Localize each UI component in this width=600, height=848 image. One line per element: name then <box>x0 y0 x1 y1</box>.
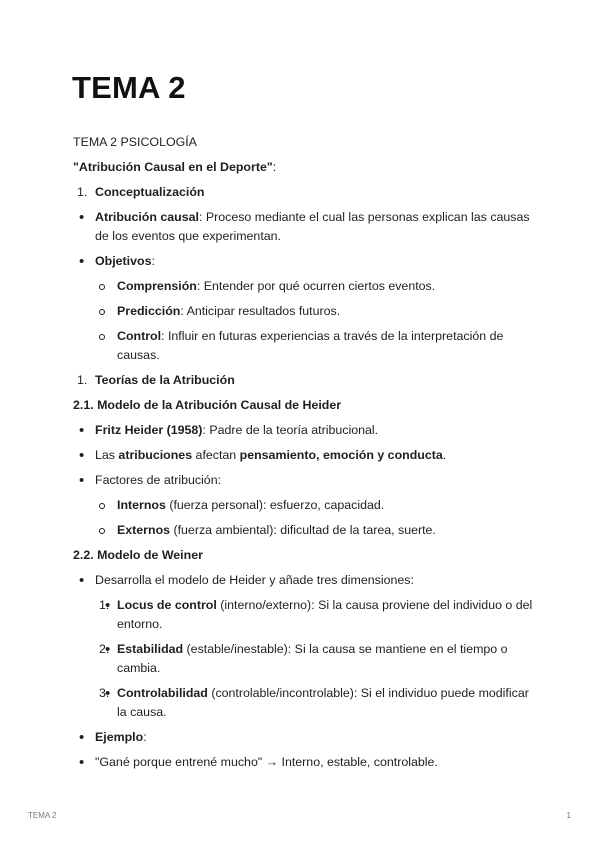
text-atrib-post: . <box>442 448 447 462</box>
list-item-heider <box>73 421 533 440</box>
term-heider: Fritz Heider (1958) <box>95 423 203 437</box>
document-body <box>73 133 533 778</box>
term-prediccion: Predicción <box>117 304 181 318</box>
term-ejemplo: Ejemplo <box>95 730 144 744</box>
weiner-dimensions-list <box>95 596 533 722</box>
objetivos-sublist <box>95 277 533 365</box>
page-number: 1 <box>566 811 571 820</box>
list-item-internos <box>95 496 533 515</box>
topic-text: "Atribución Causal en el Deporte" <box>73 160 273 174</box>
text-example: "Gané porque entrené mucho" → Interno, estable, controlable. <box>95 755 438 769</box>
list-item-atribuciones <box>73 446 533 465</box>
text-externos: (fuerza ambiental): dificultad de la tarea, suerte. <box>170 523 436 537</box>
text-atrib-pre: Las <box>95 448 119 462</box>
term-pensamiento: pensamiento, emoción y conducta <box>239 448 443 462</box>
term-separator: : <box>180 304 184 318</box>
list-item-example-line <box>73 753 533 772</box>
term-separator: : <box>143 730 147 744</box>
footer-title: TEMA 2 <box>28 811 57 820</box>
text-control: Influir en futuras experiencias a través de la interpretación de causas. <box>117 329 504 362</box>
term-separator: : <box>196 279 201 293</box>
text-prediccion: Anticipar resultados futuros. <box>183 304 341 318</box>
list-item-ejemplo <box>73 728 533 747</box>
list-item-comprension <box>95 277 533 296</box>
section-1-list <box>73 183 533 202</box>
text-estabilidad: (estable/inestable): Si la causa se mantiene en el tiempo o cambia. <box>117 642 508 675</box>
term-separator: : <box>198 210 203 224</box>
term-separator: : <box>161 329 165 343</box>
term-estabilidad: Estabilidad <box>117 642 184 656</box>
term-separator: : <box>151 254 155 268</box>
text-weiner-intro: Desarrolla el modelo de Heider y añade tres dimensiones: <box>95 573 414 587</box>
section-2-number: 1. <box>77 373 88 387</box>
list-item-externos <box>95 521 533 540</box>
text-comprension: Entender por qué ocurren ciertos eventos. <box>200 279 436 293</box>
section-2-list <box>73 371 533 390</box>
term-atribuciones: atribuciones <box>118 448 193 462</box>
section-2-label: Teorías de la Atribución <box>95 373 235 387</box>
list-item-estabilidad <box>95 640 533 678</box>
subtitle: TEMA 2 PSICOLOGÍA <box>73 135 197 149</box>
text-internos: (fuerza personal): esfuerzo, capacidad. <box>165 498 385 512</box>
term-internos: Internos <box>117 498 166 512</box>
term-locus: Locus de control <box>117 598 217 612</box>
list-item-atribucion <box>73 208 533 246</box>
factores-sublist <box>95 496 533 540</box>
page-title: TEMA 2 <box>72 70 186 105</box>
section-1-number: 1. <box>77 185 88 199</box>
section-1-heading <box>73 183 533 202</box>
text-factores: Factores de atribución: <box>95 473 222 487</box>
list-item-weiner-intro <box>73 571 533 722</box>
text-heider: Padre de la teoría atribucional. <box>205 423 379 437</box>
subsection-2-2-heading: 2.2. Modelo de Weiner <box>73 548 203 562</box>
item-number: • 1. <box>99 596 117 615</box>
text-controlabilidad: (controlable/incontrolable): Si el individuo puede modificar la causa. <box>117 686 529 719</box>
subsection-2-1-heading: 2.1. Modelo de la Atribución Causal de Heider <box>73 398 342 412</box>
list-item-prediccion <box>95 302 533 321</box>
list-item-objetivos <box>73 252 533 365</box>
list-item-locus <box>95 596 533 634</box>
term-objetivos: Objetivos <box>95 254 152 268</box>
term-controlabilidad: Controlabilidad <box>117 686 208 700</box>
list-item-controlabilidad <box>95 684 533 722</box>
term-control: Control <box>117 329 162 343</box>
item-number: • 3. <box>99 684 117 703</box>
term-comprension: Comprensión <box>117 279 197 293</box>
term-atribucion: Atribución causal <box>95 210 199 224</box>
text-locus: (interno/externo): Si la causa proviene del individuo o del entorno. <box>117 598 533 631</box>
term-separator: : <box>202 423 206 437</box>
section-2-heading <box>73 371 533 390</box>
heider-list <box>73 421 533 540</box>
list-item-control <box>95 327 533 365</box>
topic-suffix: : <box>272 160 277 174</box>
text-atrib-mid: afectan <box>192 448 240 462</box>
section-1-bullets <box>73 208 533 365</box>
section-1-label: Conceptualización <box>95 185 205 199</box>
item-number: • 2. <box>99 640 117 659</box>
term-externos: Externos <box>117 523 171 537</box>
topic-heading <box>73 158 533 177</box>
text-atribucion: Proceso mediante el cual las personas explican las causas de los eventos que experimentan. <box>95 210 530 243</box>
weiner-list <box>73 571 533 772</box>
list-item-factores <box>73 471 533 540</box>
